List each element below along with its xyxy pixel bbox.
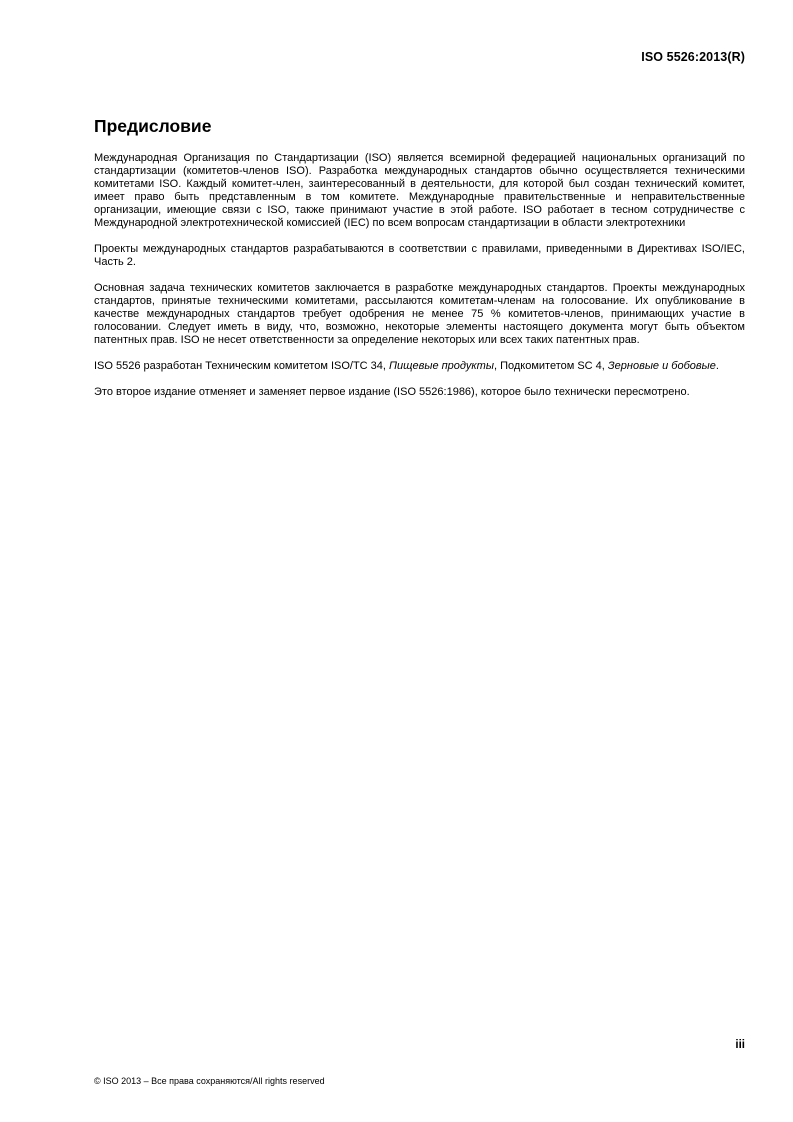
subcommittee-title-italic: Зерновые и бобовые (607, 360, 716, 372)
committee-text-1: ISO 5526 разработан Техническим комитетом ISO/TC 34, (94, 360, 390, 372)
committee-text-2: , Подкомитетом SC 4, (493, 360, 608, 372)
committee-text-3: . (715, 360, 719, 372)
paragraph-directives: Проекты международных стандартов разрабатываются в соответствии с правилами, приведенными в Директивах ISO/IEC, Часть 2. (94, 243, 745, 268)
copyright-footer: © ISO 2013 – Все права сохраняются/All rights reserved (94, 1076, 325, 1086)
committee-title-italic: Пищевые продукты (389, 360, 494, 372)
document-id-header: ISO 5526:2013(R) (641, 50, 745, 64)
page-number: iii (735, 1039, 745, 1051)
paragraph-main-task: Основная задача технических комитетов заключается в разработке международных стандартов. Проекты международных стандартов, принятые техническими комитетами, рассылаются комитетам-членам на голосование. Их опубликование в качестве международных стандартов требует одобрения не менее 75 % комитетов-членов, принимающих участие в голосовании. Следует иметь в виду, что, возможно, некоторые элементы настоящего документа могут быть объектом патентных прав. ISO не несет ответственности за определение некоторых или всех таких патентных прав. (94, 282, 745, 346)
foreword-body (94, 152, 745, 412)
page-title: Предисловие (94, 116, 212, 136)
paragraph-edition: Это второе издание отменяет и заменяет первое издание (ISO 5526:1986), которое было технически пересмотрено. (94, 386, 690, 398)
paragraph-committee (94, 360, 745, 373)
paragraph-iso-overview: Международная Организация по Стандартизации (ISO) является всемирной федерацией национальных организаций по стандартизации (комитетов-членов ISO). Разработка международных стандартов обычно осуществляется техническими комитетами ISO. Каждый комитет-член, заинтересованный в деятельности, для которой был создан технический комитет, имеет право быть представленным в том комитете. Международные правительственные и неправительственные организации, имеющие связи с ISO, также принимают участие в этой работе. ISO работает в тесном сотрудничестве с Международной электротехнической комиссией (IEC) по всем вопросам стандартизации в области электротехники (94, 152, 745, 229)
